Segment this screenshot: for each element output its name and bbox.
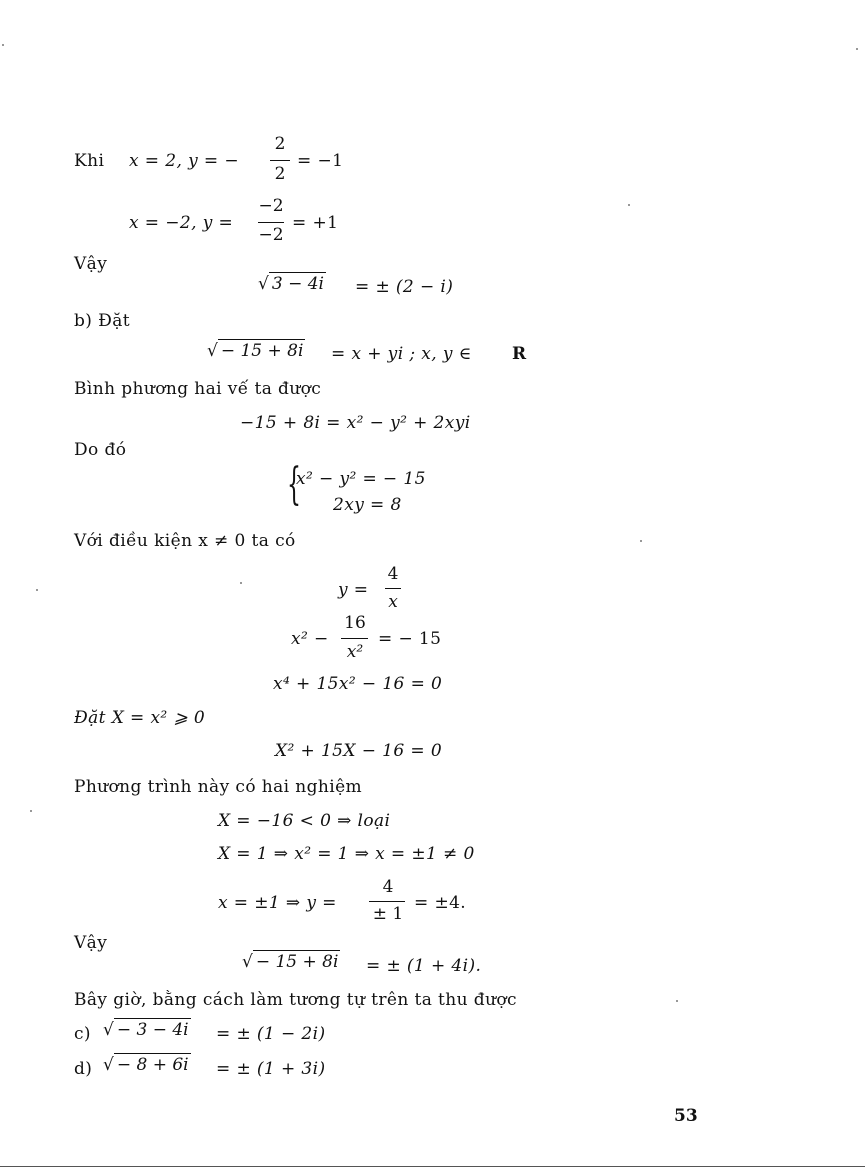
- substitution-text: Đặt X = x² ⩾ 0: [74, 708, 206, 728]
- scan-speck: [36, 589, 38, 591]
- sqrt2-rhs: = x + yi ; x, y ∈: [331, 344, 472, 364]
- radicand: − 15 + 8i: [218, 339, 306, 361]
- fraction-bar: [369, 901, 405, 902]
- khi-numerator: 2: [274, 134, 286, 154]
- radicand: − 3 − 4i: [114, 1018, 191, 1040]
- x2-eq-right: = − 15: [378, 629, 442, 649]
- fraction-bar: [258, 222, 284, 223]
- part-b-label: b) Đặt: [74, 311, 131, 331]
- sqrt1-rhs: = ± (2 − i): [355, 277, 454, 297]
- sqrt-expression-c: √ − 3 − 4i: [103, 1020, 189, 1040]
- scan-speck: [640, 540, 642, 542]
- system-eq-1: x² − y² = − 15: [296, 469, 426, 489]
- fraction-bar: [341, 638, 368, 639]
- quartic-equation: x⁴ + 15x² − 16 = 0: [273, 674, 443, 694]
- line2-right: = +1: [292, 213, 339, 233]
- part-c-rhs: = ± (1 − 2i): [216, 1024, 326, 1044]
- text-do-do: Do đó: [74, 440, 127, 460]
- radicand: − 15 + 8i: [253, 950, 341, 972]
- line2-left: x = −2, y =: [129, 213, 234, 233]
- khi-denominator: 2: [274, 164, 286, 184]
- part-d-rhs: = ± (1 + 3i): [216, 1059, 326, 1079]
- xy-numerator: 4: [382, 877, 394, 897]
- vay-label: Vậy: [74, 254, 108, 274]
- sqrt-expression-d: √ − 8 + 6i: [103, 1055, 189, 1075]
- page-number: 53: [674, 1106, 698, 1126]
- xy-eq-left: x = ±1 ⇒ y =: [218, 893, 337, 913]
- y-eq-left: y =: [338, 580, 369, 600]
- x2-denominator: x²: [346, 642, 364, 662]
- y-denominator: x: [388, 592, 398, 612]
- sqrt-expression-2: √ − 15 + 8i: [207, 341, 304, 361]
- khi-label: Khi: [74, 151, 105, 171]
- sqrt-expression-1: √ 3 − 4i: [258, 274, 324, 294]
- fraction-bar: [270, 160, 290, 161]
- scan-speck: [2, 44, 4, 46]
- part-c-label: c): [74, 1024, 91, 1044]
- root-2: X = 1 ⇒ x² = 1 ⇒ x = ±1 ≠ 0: [218, 844, 475, 864]
- bottom-scan-edge: [0, 1166, 865, 1167]
- khi-equation-right: = −1: [297, 151, 344, 171]
- sqrt-expression-3: √ − 15 + 8i: [242, 952, 339, 972]
- scan-speck: [856, 48, 858, 50]
- scan-speck: [30, 810, 32, 812]
- expanded-equation: −15 + 8i = x² − y² + 2xyi: [240, 413, 471, 433]
- text-phuong-trinh: Phương trình này có hai nghiệm: [74, 777, 363, 797]
- x2-numerator: 16: [344, 613, 366, 633]
- scan-speck: [628, 204, 630, 206]
- system-brace: {: [287, 459, 301, 510]
- xy-denominator: ± 1: [372, 904, 404, 924]
- xy-eq-right: = ±4.: [414, 893, 467, 913]
- line2-denominator: −2: [258, 225, 284, 245]
- x2-eq-left: x² −: [291, 629, 329, 649]
- quadratic-equation: X² + 15X − 16 = 0: [275, 741, 443, 761]
- khi-equation-left: x = 2, y = −: [129, 151, 239, 171]
- scan-speck: [676, 1000, 678, 1002]
- fraction-bar: [385, 588, 401, 589]
- radicand: 3 − 4i: [269, 272, 326, 294]
- real-set-symbol: R: [512, 344, 527, 364]
- text-binh-phuong: Bình phương hai vế ta được: [74, 379, 322, 399]
- scan-speck: [240, 582, 242, 584]
- root-1: X = −16 < 0 ⇒ loại: [218, 811, 391, 831]
- line2-numerator: −2: [258, 196, 284, 216]
- part-d-label: d): [74, 1059, 93, 1079]
- vay-label-2: Vậy: [74, 933, 108, 953]
- radicand: − 8 + 6i: [114, 1053, 191, 1075]
- y-numerator: 4: [387, 564, 399, 584]
- sqrt3-rhs: = ± (1 + 4i).: [366, 956, 482, 976]
- text-voi-dieu-kien: Với điều kiện x ≠ 0 ta có: [74, 531, 296, 551]
- text-bay-gio: Bây giờ, bằng cách làm tương tự trên ta thu được: [74, 990, 517, 1010]
- system-eq-2: 2xy = 8: [333, 495, 402, 515]
